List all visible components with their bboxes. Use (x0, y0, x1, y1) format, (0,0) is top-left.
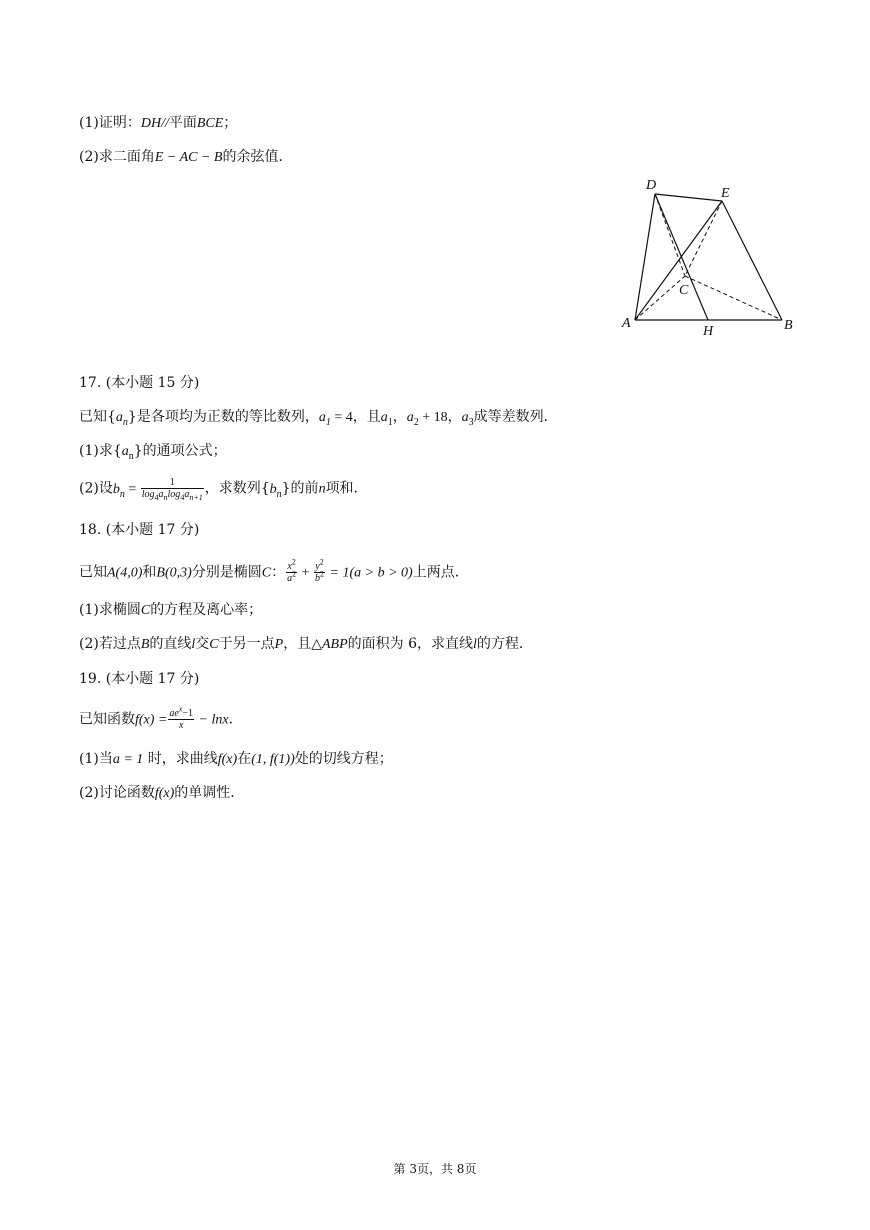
edge-CB (685, 276, 782, 320)
q19-part2: (2)讨论函数f(x)的单调性． (79, 785, 245, 801)
q17-part1: (1)求$\{a_n\}$的通项公式； (79, 443, 227, 462)
label-A: A (622, 316, 631, 331)
edge-EB (722, 201, 782, 320)
q18-part1: (1)求椭圆C的方程及离心率； (79, 602, 263, 618)
fraction-x2a2: $\frac{x^2}{a^2}$ (287, 557, 297, 584)
fraction-aex: $\frac{ae^x-1}{x}$ (169, 704, 194, 731)
fraction-y2b2: $\frac{y^2}{b^2}$ (315, 557, 325, 584)
label-H: H (703, 324, 714, 339)
q16-part2: (2)求二面角E − AC − B的余弦值． (79, 149, 293, 165)
edge-DC (655, 194, 685, 276)
q19-stem: 已知函数f(x) = $\frac{ae^x-1}{x}$ − lnx． (79, 704, 243, 731)
page-number: 第 3页，共 8页 (393, 1162, 477, 1176)
q17-stem: 已知$\{a_n\}$是各项均为正数的等比数列，$a_1 = 4$，且$a_1$，$a_2 + 18$，$a_3$成等差数列． (79, 409, 558, 428)
q18-stem: 已知A(4,0)和B(0,3)分别是椭圆C： $\frac{x^2}{a^2}$ + $\frac{y^2}{b^2}$ = 1(a > b > 0)上两点． (79, 557, 469, 584)
fraction-bn: $\frac{1}{\log_4a_n\log_4a_{n+1}}$ (141, 477, 203, 502)
q18-header: 18. (本小题 17 分) (79, 522, 200, 538)
edge-DE (655, 194, 722, 201)
q16-part1: (1)证明：DH//平面BCE； (79, 115, 238, 131)
geometry-figure (615, 172, 805, 342)
edge-AC (635, 276, 685, 320)
q17-header: 17. (本小题 15 分) (79, 375, 200, 391)
label-C: C (679, 283, 689, 298)
edge-DA (635, 194, 655, 320)
label-D: D (646, 178, 657, 193)
q18-part2: (2)若过点B的直线l交C于另一点P，且△ABP的面积为 6，求直线l的方程． (79, 636, 533, 652)
q19-part1: (1)当a = 1 时，求曲线f(x)在(1, f(1))处的切线方程； (79, 751, 393, 767)
edge-EC (685, 201, 722, 276)
label-E: E (721, 186, 730, 201)
q17-part2: (2)设$b_n$ = $\frac{1}{\log_4a_n\log_4a_{n+1}}$ ，求数列$\{b_n\}$的前n项和． (79, 477, 368, 502)
edge-EA (635, 201, 722, 320)
q19-header: 19. (本小题 17 分) (79, 671, 200, 687)
label-B: B (784, 318, 793, 333)
